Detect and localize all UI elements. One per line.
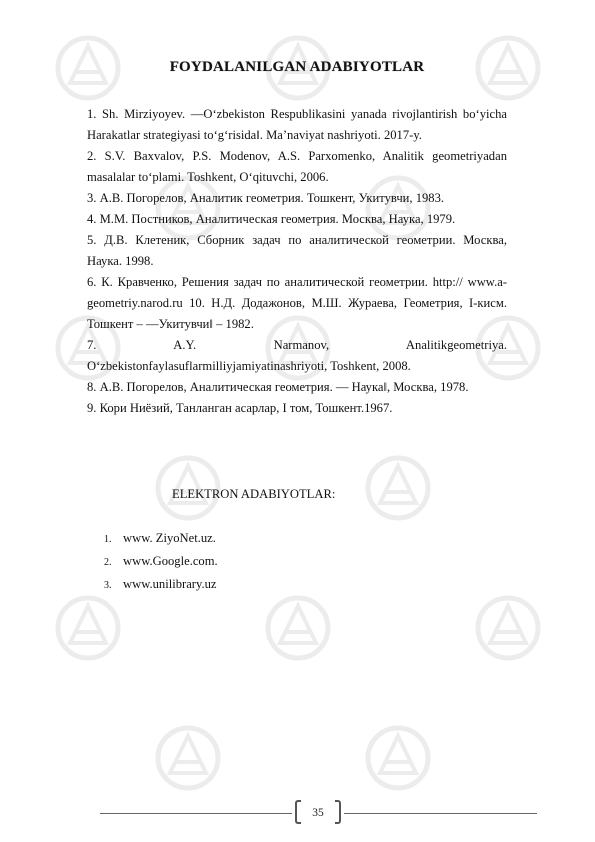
- source-link[interactable]: www.Google.com.: [123, 554, 218, 568]
- watermark-logo-icon: [460, 580, 556, 676]
- reference-item-8: 8. А.В. Погорелов, Аналитическая геометрия. ― Наука‖, Москва, 1978.: [87, 380, 469, 394]
- list-item: [104, 554, 218, 577]
- watermark-logo-icon: [350, 440, 446, 536]
- reference-list: [87, 104, 507, 419]
- reference-item-7: 7. A.Y. Narmanov, Analitikgeometriya. O‘zbekistonfaylasuflarmilliyjamiyatinashriyoti, Toshkent, 2008.: [87, 338, 507, 373]
- list-item-number: 2.: [104, 557, 112, 568]
- list-item: [104, 531, 218, 554]
- list-item-number: 1.: [104, 534, 112, 545]
- list-item: [104, 577, 218, 600]
- right-bracket-icon: [335, 800, 341, 824]
- left-bracket-icon: [295, 800, 301, 824]
- footer-rule-right: [344, 813, 537, 814]
- page-number-frame: [295, 800, 341, 826]
- watermark-logo-icon: [250, 580, 346, 676]
- source-link[interactable]: www.unilibrary.uz: [123, 577, 217, 591]
- page-number: 35: [312, 807, 324, 819]
- page-title: FOYDALANILGAN ADABIYOTLAR: [169, 59, 425, 75]
- reference-item-9: 9. Кори Ниёзий, Танланган асарлар, I том, Тошкент.1967.: [87, 401, 393, 415]
- watermark-logo-icon: [350, 710, 446, 806]
- reference-item-3: 3. А.В. Погорелов, Аналитик геометрия. Тошкент, Укитувчи, 1983.: [87, 191, 445, 205]
- source-link[interactable]: www. ZiyoNet.uz.: [123, 531, 216, 545]
- reference-item-6: 6. К. Кравченко, Решения задач по аналитической геометрии. http:// www.a-geometriy.narod.ru 10. Н.Д. Додажонов, М.Ш. Жураева, Геометрия, I-кисм. Тошкент – ―Укитувчи‖ – 1982.: [87, 275, 507, 331]
- electronic-sources-heading: ELEKTRON ADABIYOTLAR:: [172, 487, 336, 501]
- list-item-number: 3.: [104, 580, 112, 591]
- reference-item-2: 2. S.V. Baxvalov, P.S. Modenov, A.S. Parxomenko, Analitik geometriyadan masalalar to‘plami. Toshkent, O‘qituvchi, 2006.: [87, 149, 507, 184]
- reference-item-5: 5. Д.В. Клетеник, Сборник задач по аналитической геометрии. Москва, Наука. 1998.: [87, 233, 507, 268]
- electronic-sources-list: [104, 531, 218, 600]
- footer-rule-left: [100, 813, 292, 814]
- reference-item-1: 1. Sh. Mirziyoyev. ―O‘zbekiston Respublikasini yanada rivojlantirish bo‘yicha Harakatlar strategiyasi to‘g‘risida‖. Ma’naviyat nashriyoti. 2017-y.: [87, 107, 507, 142]
- reference-item-4: 4. М.М. Постников, Аналитическая геометрия. Москва, Наука, 1979.: [87, 212, 456, 226]
- watermark-logo-icon: [140, 710, 236, 806]
